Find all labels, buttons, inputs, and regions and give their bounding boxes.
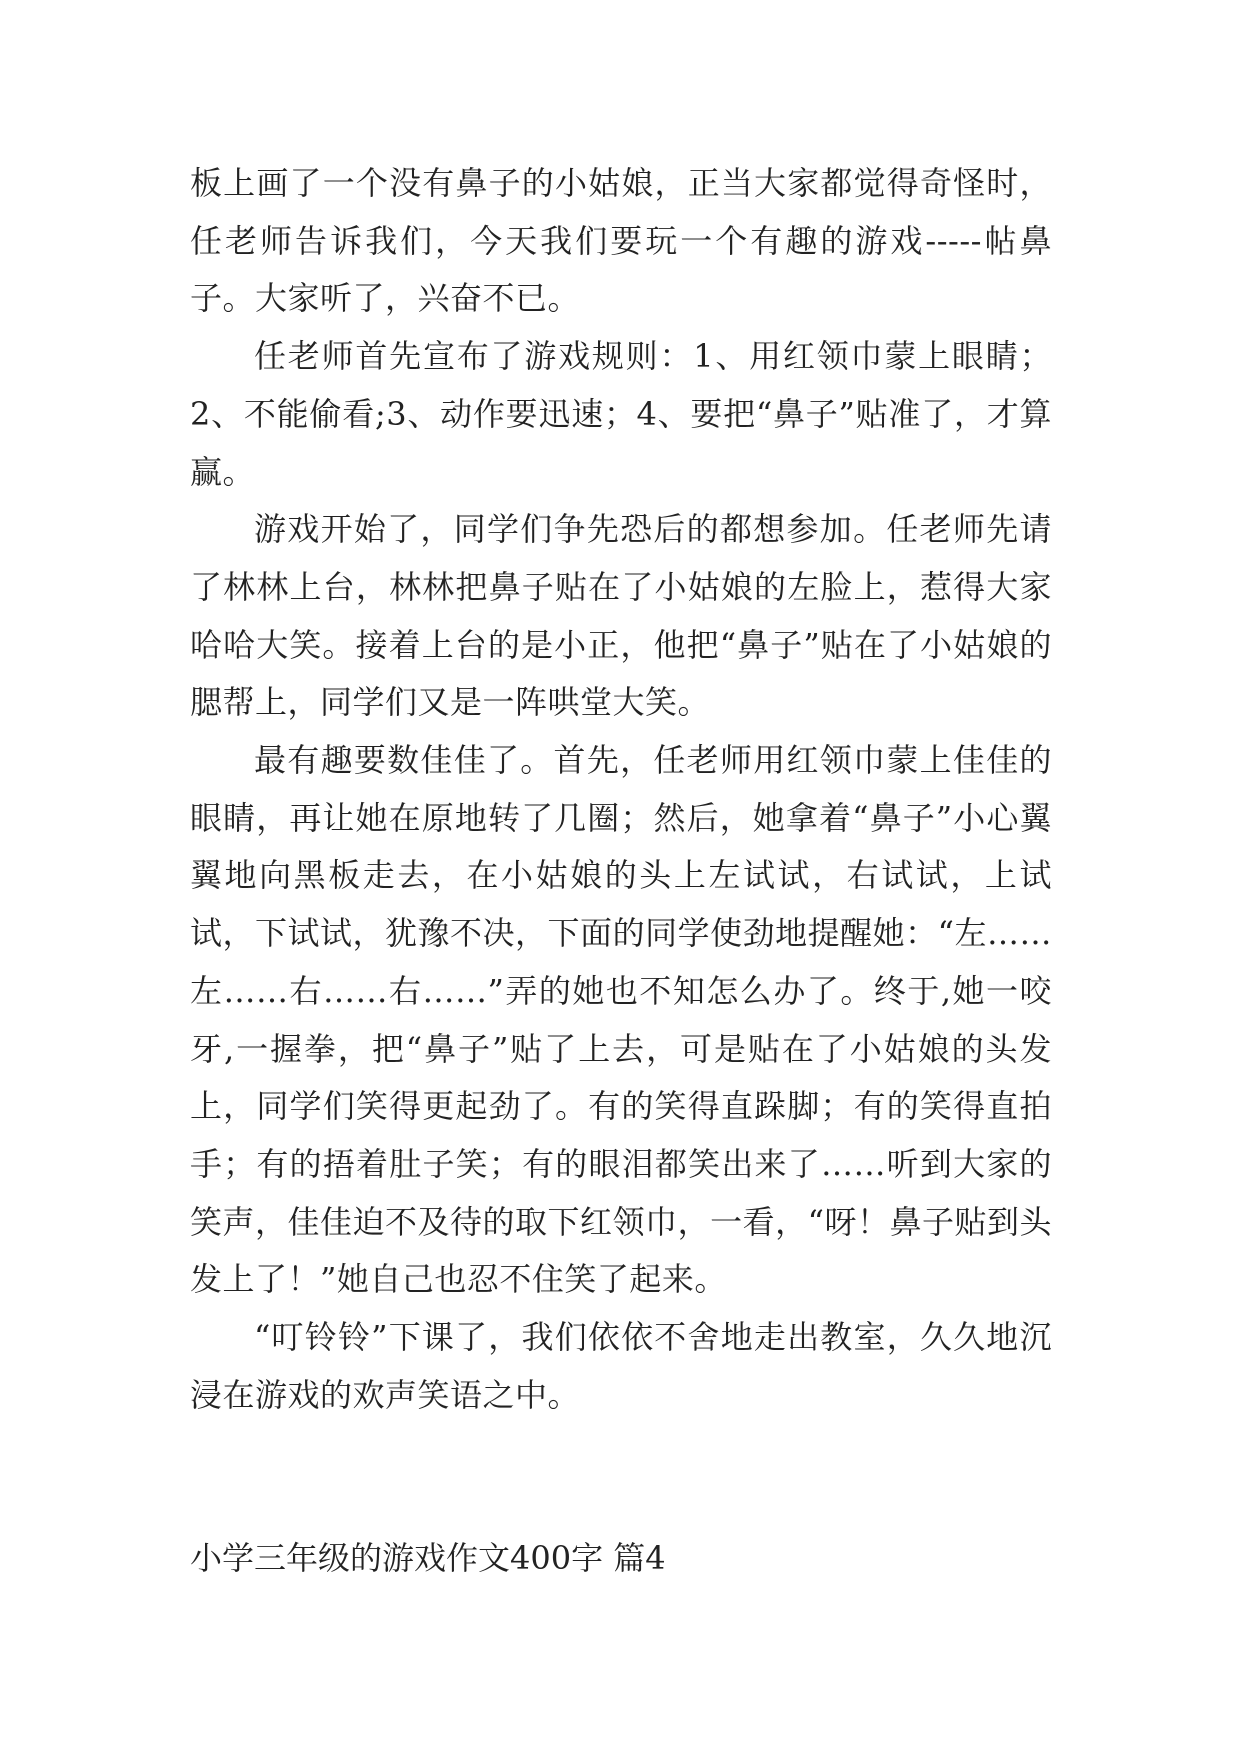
paragraph-continuation: 板上画了一个没有鼻子的小姑娘，正当大家都觉得奇怪时，任老师告诉我们，今天我们要玩一个有趣的游戏-----帖鼻子。大家听了，兴奋不已。	[190, 164, 1052, 318]
essay-body	[190, 155, 1052, 1424]
section-title: 小学三年级的游戏作文400字 篇4	[190, 1539, 666, 1577]
paragraph-rules: 任老师首先宣布了游戏规则：1、用红领巾蒙上眼睛；2、不能偷看;3、动作要迅速；4、要把“鼻子”贴准了，才算赢。	[190, 337, 1052, 491]
paragraph-ending: “叮铃铃”下课了，我们依依不舍地走出教室，久久地沉浸在游戏的欢声笑语之中。	[190, 1318, 1052, 1414]
paragraph-jiajia: 最有趣要数佳佳了。首先，任老师用红领巾蒙上佳佳的眼睛，再让她在原地转了几圈；然后，她拿着“鼻子”小心翼翼地向黑板走去，在小姑娘的头上左试试，右试试，上试试，下试试，犹豫不决，下面的同学使劲地提醒她：“左……左……右……右……”弄的她也不知怎么办了。终于,她一咬牙,一握拳，把“鼻子”贴了上去，可是贴在了小姑娘的头发上，同学们笑得更起劲了。有的笑得直跺脚；有的笑得直拍手；有的捂着肚子笑；有的眼泪都笑出来了……听到大家的笑声，佳佳迫不及待的取下红领巾，一看，“呀！鼻子贴到头发上了！”她自己也忍不住笑了起来。	[190, 741, 1052, 1299]
paragraph-game-start: 游戏开始了，同学们争先恐后的都想参加。任老师先请了林林上台，林林把鼻子贴在了小姑娘的左脸上，惹得大家哈哈大笑。接着上台的是小正，他把“鼻子”贴在了小姑娘的腮帮上，同学们又是一阵哄堂大笑。	[190, 510, 1052, 722]
